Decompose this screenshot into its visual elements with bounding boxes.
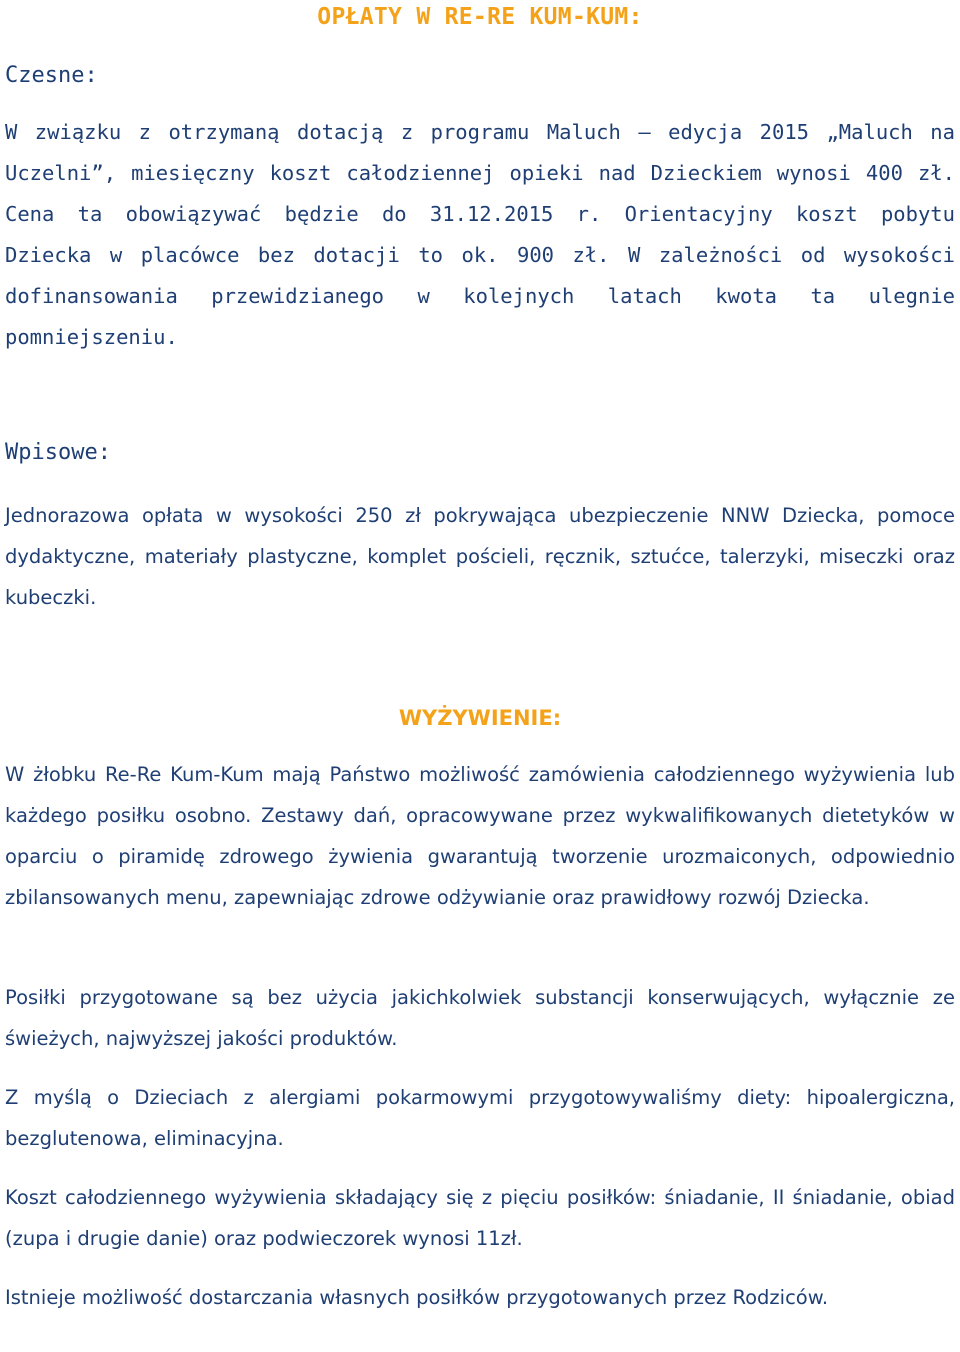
czesne-text: W związku z otrzymaną dotacją z programu Maluch – edycja 2015 „Maluch na Uczelni”, miesięczny koszt całodziennej opieki nad Dzieckiem wynosi 400 zł. Cena ta obowiązywać będzie do 31.12.2015 r. Orientacyjny koszt pobytu Dziecka w placówce bez dotacji to ok. 900 zł. W zależności od wysokości dofinansowania przewidzianego w kolejnych latach kwota ta ulegnie pomniejszeniu.	[5, 120, 955, 349]
czesne-label: Czesne:	[5, 63, 98, 88]
wyzywienie-paragraph-2: Posiłki przygotowane są bez użycia jakichkolwiek substancji konserwujących, wyłącznie ze świeżych, najwyższej jakości produktów.	[5, 986, 955, 1050]
wpisowe-text: Jednorazowa opłata w wysokości 250 zł pokrywająca ubezpieczenie NNW Dziecka, pomoce dydaktyczne, materiały plastyczne, komplet pościeli, ręcznik, sztućce, talerzyki, miseczki oraz kubeczki.	[5, 504, 955, 609]
wyzywienie-heading: WYŻYWIENIE:	[398, 706, 562, 730]
wpisowe-label: Wpisowe:	[5, 440, 111, 465]
wyzywienie-paragraph-4: Koszt całodziennego wyżywienia składający się z pięciu posiłków: śniadanie, II śniadanie, obiad (zupa i drugie danie) oraz podwieczorek wynosi 11zł.	[5, 1186, 955, 1250]
wyzywienie-paragraph-5: Istnieje możliwość dostarczania własnych posiłków przygotowanych przez Rodziców.	[5, 1286, 829, 1309]
wyzywienie-paragraph-1: W żłobku Re-Re Kum-Kum mają Państwo możliwość zamówienia całodziennego wyżywienia lub każdego posiłku osobno. Zestawy dań, opracowywane przez wykwalifikowanych dietetyków w oparciu o piramidę zdrowego żywienia gwarantują tworzenie urozmaiconych, odpowiednio zbilansowanych menu, zapewniając zdrowe odżywianie oraz prawidłowy rozwój Dziecka.	[5, 763, 955, 909]
wyzywienie-paragraph-3: Z myślą o Dzieciach z alergiami pokarmowymi przygotowywaliśmy diety: hipoalergiczna, bezglutenowa, eliminacyjna.	[5, 1086, 955, 1150]
page-title: OPŁATY W RE-RE KUM-KUM:	[317, 4, 643, 30]
